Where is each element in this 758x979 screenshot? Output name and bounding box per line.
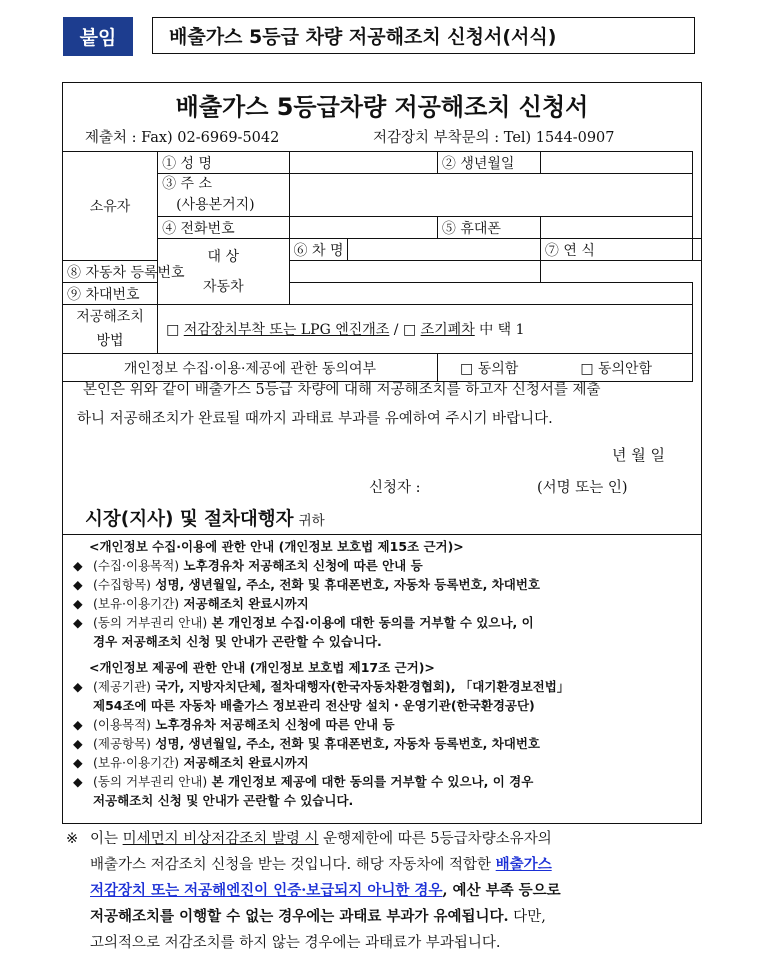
name-field[interactable]	[289, 152, 437, 174]
method-checkbox-2[interactable]: □	[402, 322, 417, 338]
address-label: ③ 주 소 (사용본거지)	[158, 174, 289, 217]
notice-collection	[63, 534, 701, 651]
mobile-field[interactable]	[540, 217, 692, 239]
car-name-field[interactable]	[348, 239, 540, 261]
document-title-box: 배출가스 5등급 차량 저공해조치 신청서(서식)	[152, 17, 695, 54]
notice-item: ◆ (동의 거부권리 안내) 본 개인정보 수집·이용에 대한 동의를 거부할 수 있으나, 이 경우 저공해조치 신청 및 안내가 곤란할 수 있습니다.	[73, 615, 534, 649]
footnote-underline: 미세먼지 비상저감조치 발령 시	[122, 831, 319, 847]
year-field[interactable]	[693, 239, 702, 261]
diamond-bullet-icon: ◆	[73, 755, 83, 770]
notice-item: ◆ (제공기관) 국가, 지방자치단체, 절차대행자(한국자동차환경협회), 「대기환경보전법」 제54조에 따른 자동차 배출가스 정보관리 전산망 설치・운영기관(한국환경공단)	[73, 679, 570, 713]
reg-no-label: ⑧ 자동차 등록번호	[63, 261, 290, 283]
footnote-link-2[interactable]: 저감장치 또는 저공해엔진이 인증·보급되지 아니한 경우	[90, 882, 443, 899]
date-line: 년 월 일	[611, 446, 665, 464]
attachment-tag: 붙임	[63, 17, 133, 56]
consent-label: 개인정보 수집·이용·제공에 관한 동의여부	[63, 354, 438, 382]
reg-no-field[interactable]	[289, 261, 540, 283]
addressee: 시장(지사) 및 절차대행자 귀하	[85, 509, 325, 530]
notice-provision	[63, 658, 701, 810]
vehicle-label: 대 상 자동차	[158, 239, 289, 305]
applicant-label: 신청자 :	[369, 480, 421, 496]
name-label: ① 성 명	[158, 152, 289, 174]
statement: 본인은 위와 같이 배출가스 5등급 차량에 대해 저공해조치를 하고자 신청서를 제출 하니 저공해조치가 완료될 때까지 과태료 부과를 유예하여 주시기 바랍니다.	[77, 382, 601, 427]
footnote-link-1[interactable]: 배출가스	[495, 856, 552, 873]
diamond-bullet-icon: ◆	[73, 717, 83, 732]
method-label: 저공해조치 방법	[63, 305, 158, 354]
method-separator: /	[393, 322, 399, 338]
signature-label[interactable]: (서명 또는 인)	[537, 480, 628, 496]
year-label: ⑦ 연 식	[540, 239, 692, 261]
consent-no[interactable]: □ 동의안함	[540, 354, 692, 382]
notice-item: ◆ (이용목적) 노후경유차 저공해조치 신청에 따른 안내 등	[73, 717, 395, 732]
notice-item: ◆ (보유·이용기간) 저공해조치 완료시까지	[73, 755, 309, 770]
car-name-label: ⑥ 차 명	[289, 239, 348, 261]
notice-provision-title: <개인정보 제공에 관한 안내 (개인정보 보호법 제17조 근거)>	[89, 660, 435, 675]
notice-item: ◆ (수집항목) 성명, 생년월일, 주소, 전화 및 휴대폰번호, 자동차 등록번호, 차대번호	[73, 577, 540, 592]
diamond-bullet-icon: ◆	[73, 736, 83, 751]
footnote-bold: 저공해조치를 이행할 수 없는 경우에는 과태료 부과가 유예됩니다.	[90, 908, 509, 925]
birth-label: ② 생년월일	[437, 152, 540, 174]
notice-item: ◆ (보유·이용기간) 저공해조치 완료시까지	[73, 596, 309, 611]
phone-label: ④ 전화번호	[158, 217, 289, 239]
form-table	[62, 151, 702, 382]
inquiry-tel: 저감장치 부착문의 : Tel) 1544-0907	[373, 130, 615, 146]
method-option-scrap: 조기폐차	[420, 322, 475, 338]
method-choice: 中 택 1	[479, 322, 525, 338]
phone-field[interactable]	[289, 217, 437, 239]
notice-item: ◆ (수집·이용목적) 노후경유차 저공해조치 신청에 따른 안내 등	[73, 558, 423, 573]
diamond-bullet-icon: ◆	[73, 679, 83, 694]
footnote: ※ 이는 미세먼지 비상저감조치 발령 시 운행제한에 따른 5등급차량소유자의 배출가스 저감조치 신청을 받는 것입니다. 해당 자동차에 적합한 배출가스 저감장치 또는 저공해엔진이 인증·보급되지 아니한 경우, 예산 부족 등으로 저공해조치를 이행할 수 없는 경우에는 과태료 부과가 유예됩니다. 다만, 고의적으로 저감조치를 하지 않는 경우에는 과태료가 부과됩니다.	[68, 826, 708, 956]
submit-fax: 제출처 : Fax) 02-6969-5042	[85, 130, 280, 146]
notice-item: ◆ (제공항목) 성명, 생년월일, 주소, 전화 및 휴대폰번호, 자동차 등록번호, 차대번호	[73, 736, 540, 751]
vin-label: ⑨ 차대번호	[63, 283, 158, 305]
diamond-bullet-icon: ◆	[73, 596, 83, 611]
diamond-bullet-icon: ◆	[73, 615, 83, 630]
method-options	[158, 305, 693, 354]
notice-item: ◆ (동의 거부권리 안내) 본 개인정보 제공에 대한 동의를 거부할 수 있으나, 이 경우 저공해조치 신청 및 안내가 곤란할 수 있습니다.	[73, 774, 534, 808]
method-checkbox-1[interactable]: □	[166, 322, 180, 338]
notice-collection-title: <개인정보 수집·이용에 관한 안내 (개인정보 보호법 제15조 근거)>	[89, 539, 464, 554]
footnote-mark: ※	[66, 831, 79, 847]
diamond-bullet-icon: ◆	[73, 774, 83, 789]
owner-label: 소유자	[63, 152, 158, 261]
consent-yes[interactable]: □ 동의함	[437, 354, 540, 382]
method-option-device: 저감장치부착 또는 LPG 엔진개조	[183, 322, 390, 338]
diamond-bullet-icon: ◆	[73, 558, 83, 573]
vin-field[interactable]	[289, 283, 692, 305]
birth-field[interactable]	[540, 152, 692, 174]
form-title: 배출가스 5등급차량 저공해조치 신청서	[175, 93, 589, 121]
mobile-label: ⑤ 휴대폰	[437, 217, 540, 239]
diamond-bullet-icon: ◆	[73, 577, 83, 592]
application-form	[62, 82, 702, 824]
address-field[interactable]	[289, 174, 692, 217]
